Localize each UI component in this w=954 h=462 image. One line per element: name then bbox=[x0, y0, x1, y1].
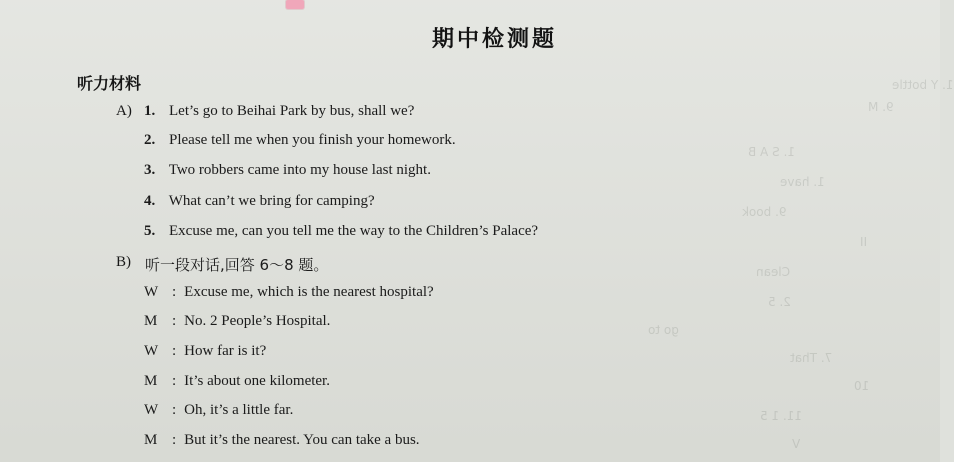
speaker-separator: : bbox=[172, 402, 177, 418]
question-item-4 bbox=[144, 193, 375, 210]
question-number: 1. bbox=[144, 103, 156, 119]
dialogue-line-3 bbox=[144, 343, 266, 360]
question-text: What can’t we bring for camping? bbox=[168, 193, 375, 209]
dialogue-line-5 bbox=[144, 402, 293, 419]
question-item-5 bbox=[144, 223, 538, 240]
dialogue-text: Excuse me, which is the nearest hospital? bbox=[184, 284, 434, 300]
question-number: 3. bbox=[144, 162, 156, 178]
question-number: 4. bbox=[144, 193, 156, 209]
part-a-label: A) bbox=[116, 103, 132, 119]
dialogue-text: No. 2 People’s Hospital. bbox=[184, 313, 331, 329]
part-b-instruction: 听一段对话,回答 6～8 题。 bbox=[145, 256, 329, 274]
page-title: 期中检测题 bbox=[432, 27, 558, 52]
section-heading: 听力材料 bbox=[77, 74, 142, 93]
dialogue-text: Oh, it’s a little far. bbox=[184, 402, 294, 418]
speaker-separator: : bbox=[172, 373, 177, 389]
speaker-label: W bbox=[144, 284, 159, 300]
dialogue-line-6 bbox=[144, 432, 420, 449]
question-text: Let’s go to Beihai Park by bus, shall we? bbox=[169, 103, 415, 119]
question-item-1 bbox=[144, 103, 414, 120]
question-item-3 bbox=[144, 162, 431, 179]
speaker-label: M bbox=[144, 432, 158, 448]
dialogue-line-4 bbox=[144, 373, 330, 390]
bleed-through-background: 1. Y bottle 9. M 1. S A B 1. have 9. book II Clean 2. 5 go to 7. That 10 11. 1 5 V bbox=[648, 78, 954, 451]
speaker-separator: : bbox=[172, 432, 177, 448]
speaker-label: M bbox=[144, 313, 158, 329]
dialogue-text: But it’s the nearest. You can take a bus. bbox=[184, 432, 420, 448]
speaker-separator: : bbox=[172, 343, 177, 359]
question-text: Excuse me, can you tell me the way to the Children’s Palace? bbox=[169, 223, 539, 239]
dialogue-text: It’s about one kilometer. bbox=[184, 373, 330, 389]
dialogue-text: How far is it? bbox=[184, 343, 267, 359]
dialogue-line-2 bbox=[144, 313, 330, 330]
question-number: 2. bbox=[144, 132, 156, 148]
question-text: Two robbers came into my house last night. bbox=[168, 162, 431, 178]
question-item-2 bbox=[144, 132, 456, 149]
speaker-separator: : bbox=[172, 284, 177, 300]
question-text: Please tell me when you finish your homework. bbox=[169, 132, 456, 148]
speaker-label: W bbox=[144, 343, 159, 359]
speaker-label: W bbox=[144, 402, 159, 418]
pink-tab-mark bbox=[286, 0, 304, 9]
speaker-separator: : bbox=[172, 313, 177, 329]
speaker-label: M bbox=[144, 373, 158, 389]
dialogue-line-1 bbox=[144, 284, 434, 301]
question-number: 5. bbox=[144, 223, 156, 239]
part-b-label: B) bbox=[116, 254, 131, 270]
